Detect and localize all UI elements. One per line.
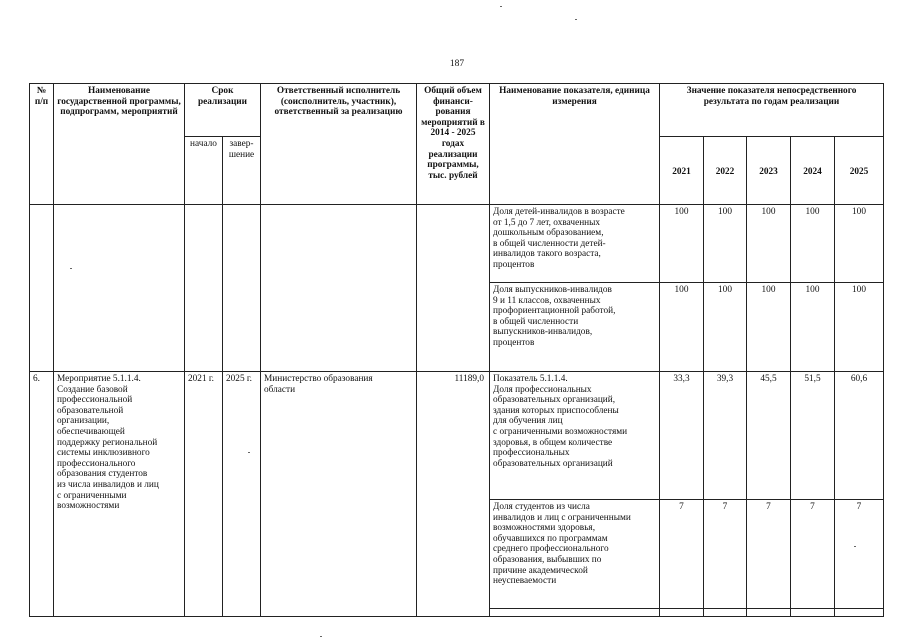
indicator-value: 100 — [704, 283, 747, 372]
empty-cell — [185, 205, 223, 372]
indicator-value: 100 — [791, 205, 835, 283]
scan-speck — [575, 19, 577, 20]
indicator-value: 33,3 — [660, 372, 704, 500]
indicator-value: 39,3 — [704, 372, 747, 500]
activity-num: 6. — [30, 372, 54, 617]
scan-speck — [500, 6, 502, 7]
scan-speck — [320, 636, 322, 637]
program-table — [29, 83, 884, 617]
empty-cell — [704, 609, 747, 617]
indicator-value: 51,5 — [791, 372, 835, 500]
header-period: Срок реализации — [185, 84, 261, 137]
header-values: Значение показателя непосредственного результата по годам реализации — [660, 84, 884, 137]
indicator-value: 7 — [835, 500, 884, 609]
indicator-value: 7 — [747, 500, 791, 609]
empty-cell — [747, 609, 791, 617]
scan-speck — [854, 546, 856, 547]
indicator-value: 100 — [747, 205, 791, 283]
indicator-value: 60,6 — [835, 372, 884, 500]
indicator-value: 100 — [791, 283, 835, 372]
indicator-name: Доля детей-инвалидов в возрасте от 1,5 до 7 лет, охваченных дошкольным образованием, в общей численности детей- инвалидов такого возраста, процентов — [490, 205, 660, 283]
table-row — [30, 372, 884, 500]
activity-end: 2025 г. — [223, 372, 261, 617]
empty-cell — [54, 205, 185, 372]
indicator-value: 7 — [791, 500, 835, 609]
indicator-name: Доля студентов из числа инвалидов и лиц с ограниченными возможностями здоровья, обучавшихся по программам среднего профессионального образования, выбывших по причине академической неуспеваемости — [490, 500, 660, 609]
empty-cell — [223, 205, 261, 372]
indicator-value: 100 — [704, 205, 747, 283]
empty-cell — [261, 205, 417, 372]
indicator-value: 7 — [704, 500, 747, 609]
table-row — [30, 205, 884, 283]
header-year-2022: 2022 — [704, 137, 747, 205]
indicator-value: 100 — [835, 283, 884, 372]
activity-start: 2021 г. — [185, 372, 223, 617]
page-number: 187 — [449, 59, 465, 69]
indicator-value: 100 — [747, 283, 791, 372]
header-year-2025: 2025 — [835, 137, 884, 205]
empty-cell — [417, 205, 490, 372]
header-indicator: Наименование показателя, единица измерения — [490, 84, 660, 205]
empty-cell — [30, 205, 54, 372]
header-period-end: завер- шение — [223, 137, 261, 205]
indicator-name: Показатель 5.1.1.4. Доля профессиональных образовательных организаций, здания которых приспособлены для обучения лиц с ограниченными возможностями здоровья, в общем количестве профессиональных образовательных организаций — [490, 372, 660, 500]
scan-speck — [248, 452, 250, 453]
indicator-value: 7 — [660, 500, 704, 609]
empty-cell — [490, 609, 660, 617]
empty-cell — [791, 609, 835, 617]
header-year-2023: 2023 — [747, 137, 791, 205]
scan-speck — [70, 268, 72, 269]
header-year-2021: 2021 — [660, 137, 704, 205]
header-volume: Общий объем финанси- рования мероприятий в 2014 - 2025 годах реализации программы, тыс. рублей — [417, 84, 490, 205]
indicator-value: 100 — [660, 283, 704, 372]
activity-volume: 11189,0 — [417, 372, 490, 617]
activity-name: Мероприятие 5.1.1.4. Создание базовой профессиональной образовательной организации, обеспечивающей поддержку региональной системы инклюзивного профессионального образования студентов из числа инвалидов и лиц с ограниченными возможностями — [54, 372, 185, 617]
indicator-name: Доля выпускников-инвалидов 9 и 11 классов, охваченных профориентационной работой, в общей численности выпускников-инвалидов, процентов — [490, 283, 660, 372]
header-executor: Ответственный исполнитель (соисполнитель, участник), ответственный за реализацию — [261, 84, 417, 205]
indicator-value: 45,5 — [747, 372, 791, 500]
header-num: № п/п — [30, 84, 54, 205]
header-name: Наименование государственной программы, подпрограмм, мероприятий — [54, 84, 185, 205]
activity-executor: Министерство образования области — [261, 372, 417, 617]
header-year-2024: 2024 — [791, 137, 835, 205]
empty-cell — [660, 609, 704, 617]
header-period-start: начало — [185, 137, 223, 205]
empty-cell — [835, 609, 884, 617]
indicator-value: 100 — [660, 205, 704, 283]
indicator-value: 100 — [835, 205, 884, 283]
